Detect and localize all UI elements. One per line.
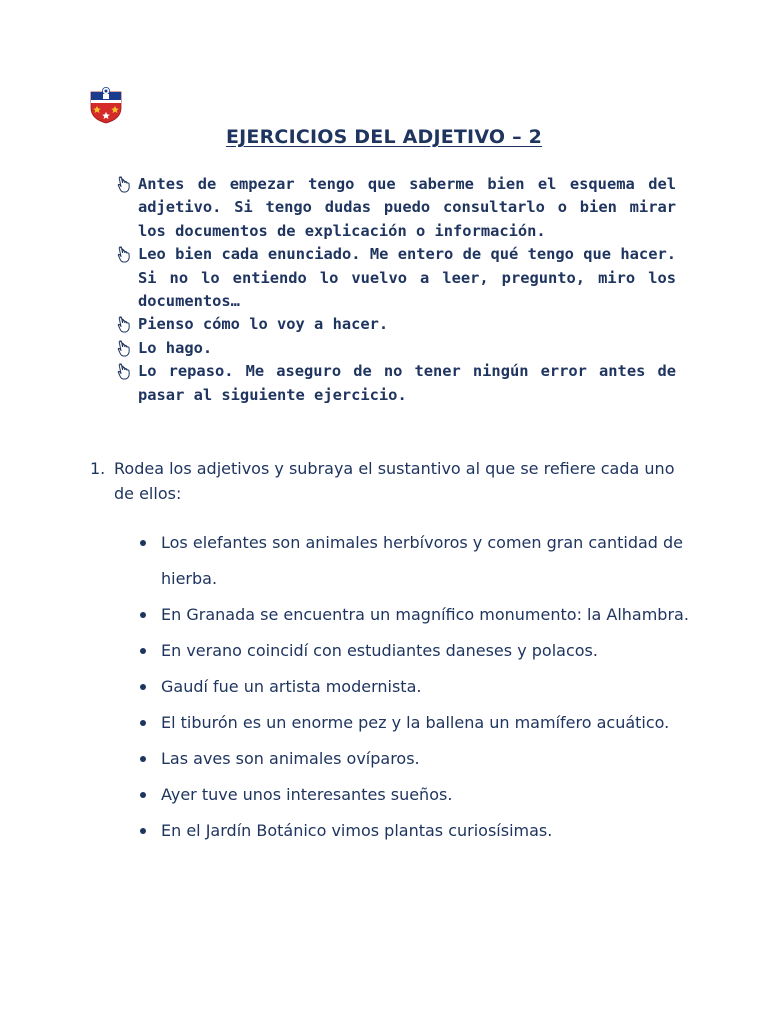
pointing-hand-icon [116,316,132,333]
tip-item [114,337,676,360]
sentence-text: Gaudí fue un artista modernista. [161,677,422,696]
sentence-text: En el Jardín Botánico vimos plantas curiosísimas. [161,821,553,840]
list-item [138,633,698,669]
tip-item [114,313,676,336]
list-item [138,669,698,705]
list-item [138,813,698,849]
tip-text: Lo repaso. Me aseguro de no tener ningún error antes de pasar al siguiente ejercicio. [138,362,676,404]
exercise-number: 1. [90,459,106,478]
sentence-text: En verano coincidí con estudiantes daneses y polacos. [161,641,598,660]
sentence-text: El tiburón es un enorme pez y la ballena un mamífero acuático. [161,713,670,732]
list-item [138,741,698,777]
sentence-text: Los elefantes son animales herbívoros y comen gran cantidad de hierba. [161,533,684,588]
sentence-text: En Granada se encuentra un magnífico monumento: la Alhambra. [161,605,689,624]
page-title: EJERCICIOS DEL ADJETIVO – 2 [225,126,543,148]
bullet-icon [140,684,146,690]
tips-list [114,173,676,407]
bullet-icon [140,756,146,762]
tip-text: Pienso cómo lo voy a hacer. [138,315,389,334]
exercise-1 [90,456,690,506]
tip-text: Lo hago. [138,338,213,357]
list-item [138,705,698,741]
pointing-hand-icon [116,246,132,263]
bullet-icon [140,540,146,546]
tip-text: Leo bien cada enunciado. Me entero de qué tengo que hacer. Si no lo entiendo lo vuelvo a leer, pregunto, miro los documentos… [138,245,676,311]
pointing-hand-icon [116,340,132,357]
pointing-hand-icon [116,363,132,380]
bullet-icon [140,648,146,654]
list-item [138,525,698,597]
tip-item [114,360,676,407]
sentence-text: Las aves son animales ovíparos. [161,749,420,768]
sentence-text: Ayer tuve unos interesantes sueños. [161,785,453,804]
bullet-icon [140,612,146,618]
list-item [138,777,698,813]
bullet-icon [140,792,146,798]
bullet-icon [140,828,146,834]
exercise-instruction: Rodea los adjetivos y subraya el sustantivo al que se refiere cada uno de ellos: [114,459,675,503]
school-crest-icon [88,86,124,124]
sentence-list [138,525,698,849]
pointing-hand-icon [116,176,132,193]
list-item [138,597,698,633]
tip-item [114,173,676,243]
bullet-icon [140,720,146,726]
tip-item [114,243,676,313]
tip-text: Antes de empezar tengo que saberme bien el esquema del adjetivo. Si tengo dudas puedo consultarlo o bien mirar los documentos de explicación o información. [138,175,676,240]
